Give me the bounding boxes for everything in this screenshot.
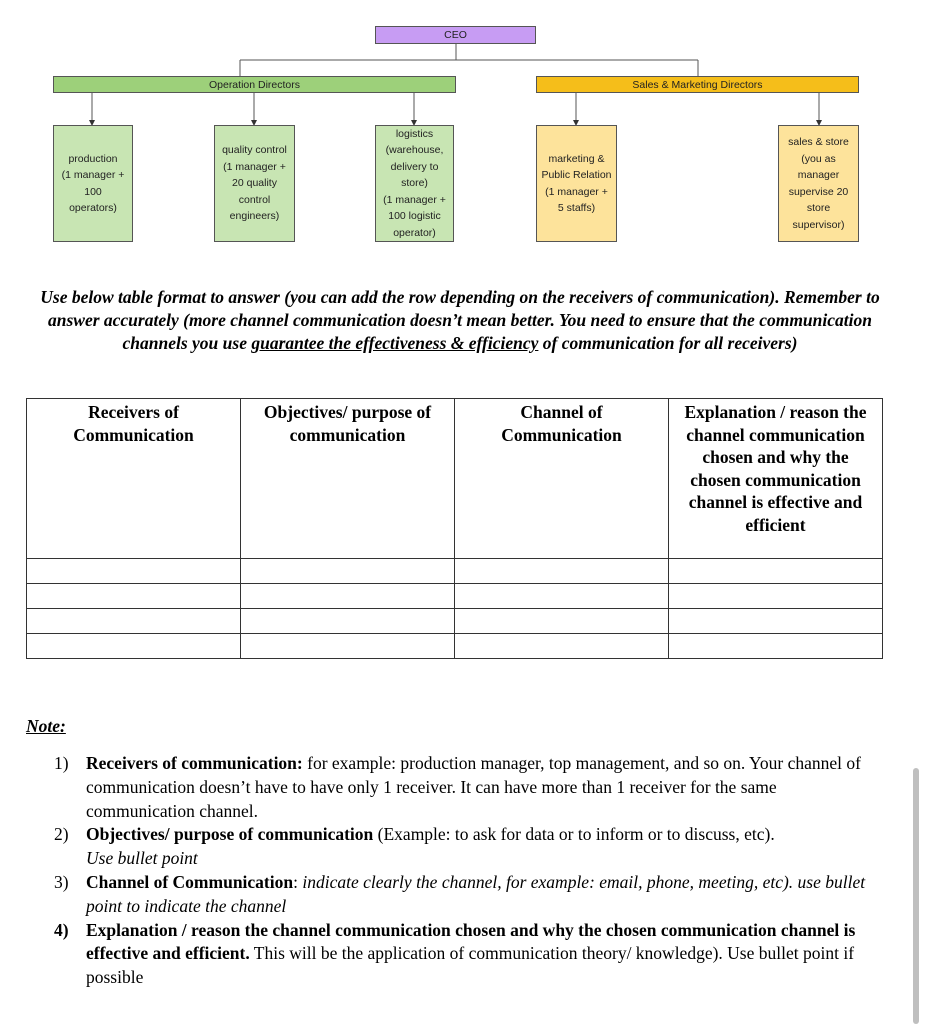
note-number: 2) [54, 824, 69, 845]
instructions-text-1: Use below table format to answer (you can add the row depending on the receivers of communication). Remember to answer accurately (more channel communication doesn’t mean better. You need to ensure that the communication channels you use [40, 287, 880, 353]
vertical-scrollbar[interactable] [913, 768, 919, 1024]
table-cell[interactable] [27, 559, 241, 584]
note-item [54, 752, 884, 823]
note-text: This will be the application of communication theory/ knowledge). Use bullet point if possible [86, 943, 855, 988]
table-cell[interactable] [455, 559, 669, 584]
note-item [54, 823, 884, 871]
marketing-pr-box: marketing & Public Relation (1 manager + 5 staffs) [536, 125, 617, 242]
table-cell[interactable] [27, 634, 241, 659]
note-bold: Channel of Communication [86, 871, 294, 892]
note-title: Note: [26, 716, 66, 736]
note-text: : [293, 871, 303, 892]
table-cell[interactable] [455, 634, 669, 659]
table-cell[interactable] [241, 559, 455, 584]
table-cell[interactable] [669, 559, 883, 584]
header-receivers: Receivers of Communication [27, 399, 241, 559]
note-item [54, 919, 884, 990]
sales-marketing-directors-box: Sales & Marketing Directors [536, 76, 859, 93]
note-text: (Example: to ask for data or to inform or to discuss, etc). [373, 824, 775, 845]
notes-list [54, 752, 884, 990]
instructions-text-2: of communication for all receivers) [538, 333, 798, 353]
instructions-underlined: guarantee the effectiveness & efficiency [251, 333, 539, 353]
note-bold: Receivers of communication: [86, 753, 303, 773]
table-row [27, 609, 883, 634]
note-bold: Objectives/ purpose of communication [86, 824, 374, 845]
note-bold: Explanation / reason the channel communication chosen and why the chosen communication channel is effective and efficient. [86, 919, 856, 964]
header-objectives: Objectives/ purpose of communication [241, 399, 455, 559]
operation-directors-box: Operation Directors [53, 76, 456, 93]
quality-control-box: quality control (1 manager + 20 quality control engineers) [214, 125, 295, 242]
answer-table [26, 398, 883, 659]
table-header-row [27, 399, 883, 559]
production-box: production (1 manager + 100 operators) [53, 125, 133, 242]
table-cell[interactable] [241, 584, 455, 609]
note-item [54, 871, 884, 919]
table-cell[interactable] [241, 634, 455, 659]
table-cell[interactable] [241, 609, 455, 634]
table-cell[interactable] [669, 609, 883, 634]
table-cell[interactable] [27, 584, 241, 609]
table-cell[interactable] [27, 609, 241, 634]
sales-store-box: sales & store (you as manager supervise 20 store supervisor) [778, 125, 859, 242]
header-channel: Channel of Communication [455, 399, 669, 559]
table-row [27, 634, 883, 659]
ceo-box: CEO [375, 26, 536, 44]
table-row [27, 559, 883, 584]
note-number: 1) [54, 753, 69, 773]
note-italic: indicate clearly the channel, for example: email, phone, meeting, etc). use bullet point to indicate the channel [86, 871, 866, 916]
instructions-paragraph [20, 286, 900, 355]
table-cell[interactable] [455, 609, 669, 634]
note-number: 3) [54, 871, 69, 892]
org-chart [0, 0, 927, 260]
table-row [27, 584, 883, 609]
table-cell[interactable] [669, 634, 883, 659]
logistics-box: logistics (warehouse, delivery to store) (1 manager + 100 logistic operator) [375, 125, 454, 242]
note-italic: Use bullet point [86, 848, 198, 869]
note-text: for example: production manager, top management, and so on. Your channel of communication doesn’t have to have only 1 receiver. It can have more than 1 receiver for the same communication channel. [86, 753, 861, 821]
note-number: 4) [54, 919, 69, 940]
table-cell[interactable] [455, 584, 669, 609]
header-explanation: Explanation / reason the channel communication chosen and why the chosen communication channel is effective and efficient [669, 399, 883, 559]
table-cell[interactable] [669, 584, 883, 609]
